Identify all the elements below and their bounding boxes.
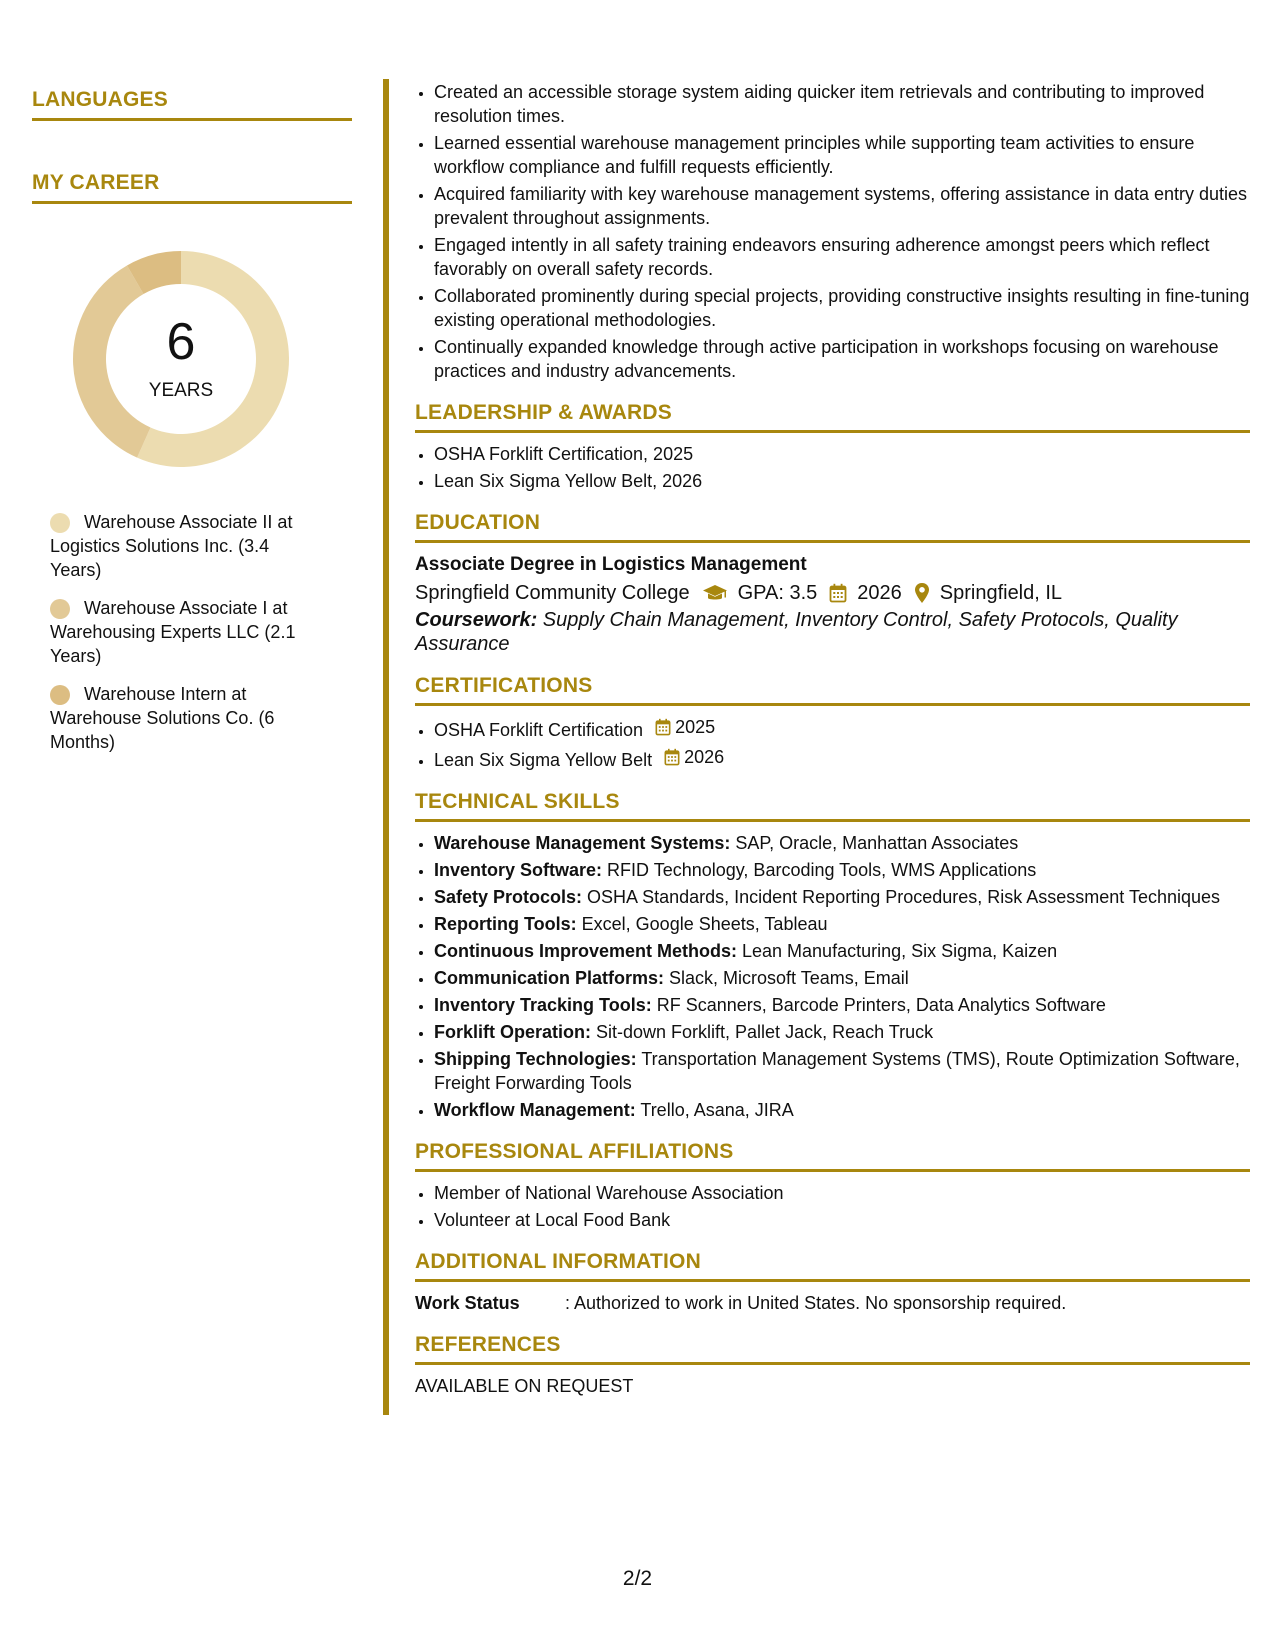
skill-value: Slack, Microsoft Teams, Email	[664, 968, 909, 988]
page-number: 2/2	[622, 1567, 653, 1590]
affiliations-heading: PROFESSIONAL AFFILIATIONS	[415, 1140, 1250, 1172]
skill-value: Transportation Management Systems (TMS), Route Optimization Software, Freight Forwarding Tools	[434, 1049, 1240, 1093]
cert-date: 2026	[684, 747, 725, 767]
skill-label: Communication Platforms:	[434, 968, 665, 988]
cert-name: OSHA Forklift Certification	[434, 720, 644, 740]
career-heading: MY CAREER	[32, 171, 352, 204]
skill-label: Forklift Operation:	[434, 1022, 591, 1042]
skill-value: RFID Technology, Barcoding Tools, WMS Applications	[602, 860, 1037, 880]
list-item	[434, 939, 1250, 963]
coursework-list: Supply Chain Management, Inventory Control, Safety Protocols, Quality Assurance	[415, 609, 1178, 655]
calendar-icon	[829, 583, 847, 603]
skill-label: Continuous Improvement Methods:	[434, 941, 737, 961]
column-divider	[383, 79, 389, 1415]
leadership-heading: LEADERSHIP & AWARDS	[415, 401, 1250, 433]
legend-item	[50, 596, 320, 668]
skill-value: OSHA Standards, Incident Reporting Procedures, Risk Assessment Techniques	[582, 887, 1221, 907]
right-column	[415, 80, 1250, 1398]
list-item	[434, 912, 1250, 936]
list-item	[434, 858, 1250, 882]
calendar-icon	[655, 718, 671, 736]
location-pin-icon	[914, 582, 930, 604]
coursework-label: Coursework:	[415, 609, 538, 631]
legend-label: Warehouse Associate II at Logistics Solutions Inc. (3.4 Years)	[50, 512, 293, 580]
school-location: Springfield, IL	[939, 582, 1063, 604]
list-item: • Volunteer at Local Food Bank	[434, 1208, 1250, 1232]
list-item	[434, 715, 1250, 742]
degree-title: Associate Degree in Logistics Management	[415, 554, 807, 575]
list-item	[434, 1047, 1250, 1095]
list-item: • Collaborated prominently during special projects, providing constructive insights resulting in fine-tuning existing operational methodologies.	[434, 284, 1250, 332]
left-column	[32, 88, 352, 768]
graduation-cap-icon	[702, 583, 728, 603]
additional-info-heading: ADDITIONAL INFORMATION	[415, 1250, 1250, 1282]
skill-label: Inventory Software:	[434, 860, 603, 880]
list-item: • Lean Six Sigma Yellow Belt, 2026	[434, 469, 1250, 493]
skill-label: Reporting Tools:	[434, 914, 577, 934]
skills-list	[415, 831, 1250, 1122]
skill-value: Sit-down Forklift, Pallet Jack, Reach Truck	[591, 1022, 934, 1042]
gpa: GPA: 3.5	[737, 582, 818, 604]
list-item: • Learned essential warehouse management principles while supporting team activities to ensure workflow compliance and fulfill requests efficiently.	[434, 131, 1250, 179]
skill-label: Warehouse Management Systems:	[434, 833, 731, 853]
donut-center-label: YEARS	[148, 380, 214, 401]
list-item	[434, 745, 1250, 772]
skill-value: Lean Manufacturing, Six Sigma, Kaizen	[737, 941, 1058, 961]
career-donut-chart	[66, 244, 296, 474]
legend-label: Warehouse Intern at Warehouse Solutions Co. (6 Months)	[50, 684, 275, 752]
list-item: • Created an accessible storage system aiding quicker item retrievals and contributing to improved resolution times.	[434, 80, 1250, 128]
affiliations-list	[415, 1181, 1250, 1232]
experience-bullets	[415, 80, 1250, 383]
work-status-value: : Authorized to work in United States. No sponsorship required.	[565, 1293, 1067, 1313]
references-heading: REFERENCES	[415, 1333, 1250, 1365]
donut-center-value: 6	[166, 313, 196, 371]
list-item	[434, 993, 1250, 1017]
career-legend	[32, 510, 320, 754]
list-item: • Acquired familiarity with key warehouse management systems, offering assistance in data entry duties prevalent throughout assignments.	[434, 182, 1250, 230]
leadership-list	[415, 442, 1250, 493]
graduation-year: 2026	[857, 582, 902, 604]
certifications-list	[415, 715, 1250, 772]
list-item	[434, 885, 1250, 909]
list-item	[434, 831, 1250, 855]
legend-dot	[50, 599, 70, 619]
cert-date: 2025	[675, 717, 716, 737]
calendar-icon	[664, 748, 680, 766]
skill-label: Shipping Technologies:	[434, 1049, 637, 1069]
list-item: • Member of National Warehouse Association	[434, 1181, 1250, 1205]
legend-dot	[50, 685, 70, 705]
skill-label: Inventory Tracking Tools:	[434, 995, 652, 1015]
skill-label: Safety Protocols:	[434, 887, 583, 907]
legend-item	[50, 682, 320, 754]
list-item: • OSHA Forklift Certification, 2025	[434, 442, 1250, 466]
references-text: AVAILABLE ON REQUEST	[415, 1376, 634, 1396]
work-status-key: Work Status	[415, 1293, 520, 1313]
education-heading: EDUCATION	[415, 511, 1250, 543]
skill-value: SAP, Oracle, Manhattan Associates	[730, 833, 1019, 853]
skill-value: Excel, Google Sheets, Tableau	[576, 914, 828, 934]
languages-heading: LANGUAGES	[32, 88, 352, 121]
certifications-heading: CERTIFICATIONS	[415, 674, 1250, 706]
list-item: • Engaged intently in all safety training endeavors ensuring adherence amongst peers which reflect favorably on overall safety records.	[434, 233, 1250, 281]
school-name: Springfield Community College	[415, 582, 690, 604]
coursework	[415, 608, 1250, 656]
skills-heading: TECHNICAL SKILLS	[415, 790, 1250, 822]
skill-label: Workflow Management:	[434, 1100, 636, 1120]
legend-dot	[50, 513, 70, 533]
list-item	[434, 1098, 1250, 1122]
skill-value: Trello, Asana, JIRA	[635, 1100, 794, 1120]
work-status-row	[415, 1291, 1250, 1315]
list-item	[434, 966, 1250, 990]
legend-label: Warehouse Associate I at Warehousing Experts LLC (2.1 Years)	[50, 598, 296, 666]
list-item: • Continually expanded knowledge through active participation in workshops focusing on warehouse practices and industry advancements.	[434, 335, 1250, 383]
education-details	[415, 578, 1250, 608]
legend-item	[50, 510, 320, 582]
cert-name: Lean Six Sigma Yellow Belt	[434, 750, 653, 770]
skill-value: RF Scanners, Barcode Printers, Data Analytics Software	[651, 995, 1106, 1015]
list-item	[434, 1020, 1250, 1044]
